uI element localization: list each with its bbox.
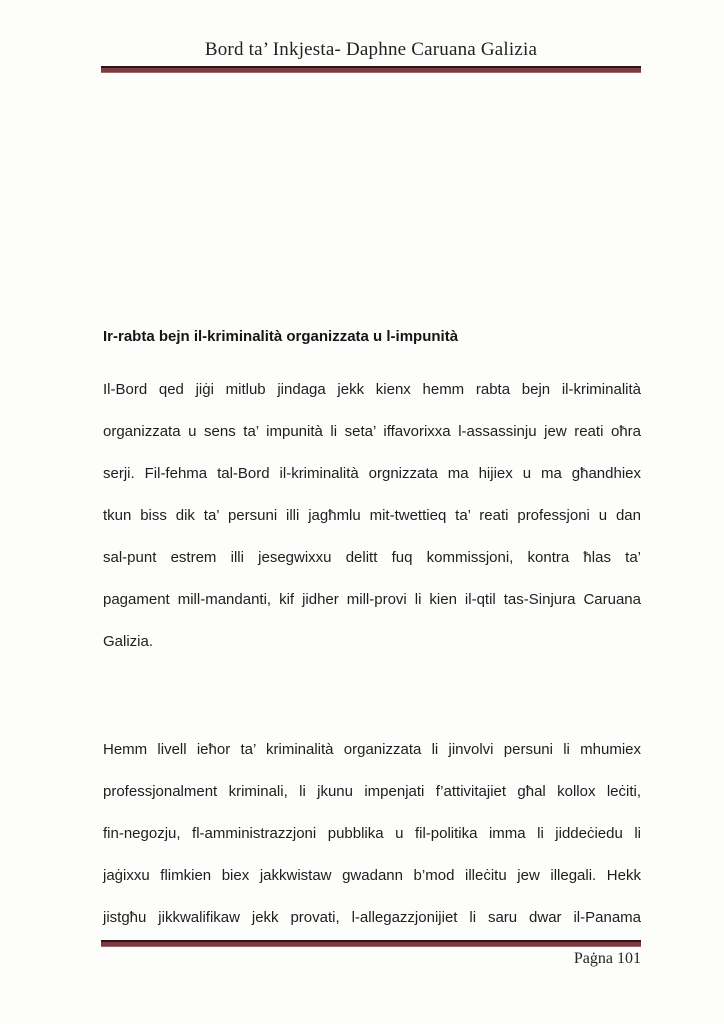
text-line: serji. Fil-fehma tal-Bord il-kriminalità orgnizzata ma hijiex u ma għandhiex: [103, 465, 641, 482]
text-line: jaġixxu flimkien biex jakkwistaw gwadann b’mod illeċitu jew illegali. Hekk: [103, 867, 641, 884]
paragraph-1: [103, 369, 641, 663]
section-heading: Ir-rabta bejn il-kriminalità organizzata u l-impunità: [103, 328, 459, 345]
text-line: pagament mill-mandanti, kif jidher mill-provi li kien il-qtil tas-Sinjura Caruana: [103, 591, 641, 608]
text-line: Hemm livell ieħor ta’ kriminalità organizzata li jinvolvi persuni li mhumiex: [103, 741, 641, 758]
text-line: Il-Bord qed jiġi mitlub jindaga jekk kienx hemm rabta bejn il-kriminalità: [103, 381, 641, 398]
text-line: Galizia.: [103, 633, 154, 650]
paragraph-2: [103, 729, 641, 939]
footer-rule: [101, 940, 641, 947]
text-line: jistgħu jikkwalifikaw jekk provati, l-allegazzjonijiet li saru dwar il-Panama: [103, 909, 641, 926]
page-number: Paġna 101: [573, 950, 641, 967]
text-line: organizzata u sens ta’ impunità li seta’ iffavorixxa l-assassinju jew reati oħra: [103, 423, 641, 440]
header-rule: [101, 66, 641, 73]
text-line: sal-punt estrem illi jesegwixxu delitt fuq kommissjoni, kontra ħlas ta’: [103, 549, 641, 566]
text-line: fin-negozju, fl-amministrazzjoni pubblika u fil-politika imma li jiddeċiedu li: [103, 825, 641, 842]
document-title: Bord ta’ Inkjesta- Daphne Caruana Galizia: [204, 39, 538, 60]
text-line: tkun biss dik ta’ persuni illi jagħmlu mit-twettieq ta’ reati professjoni u dan: [103, 507, 641, 524]
text-line: professjonalment kriminali, li jkunu impenjati f’attivitajiet għal kollox leċiti,: [103, 783, 641, 800]
